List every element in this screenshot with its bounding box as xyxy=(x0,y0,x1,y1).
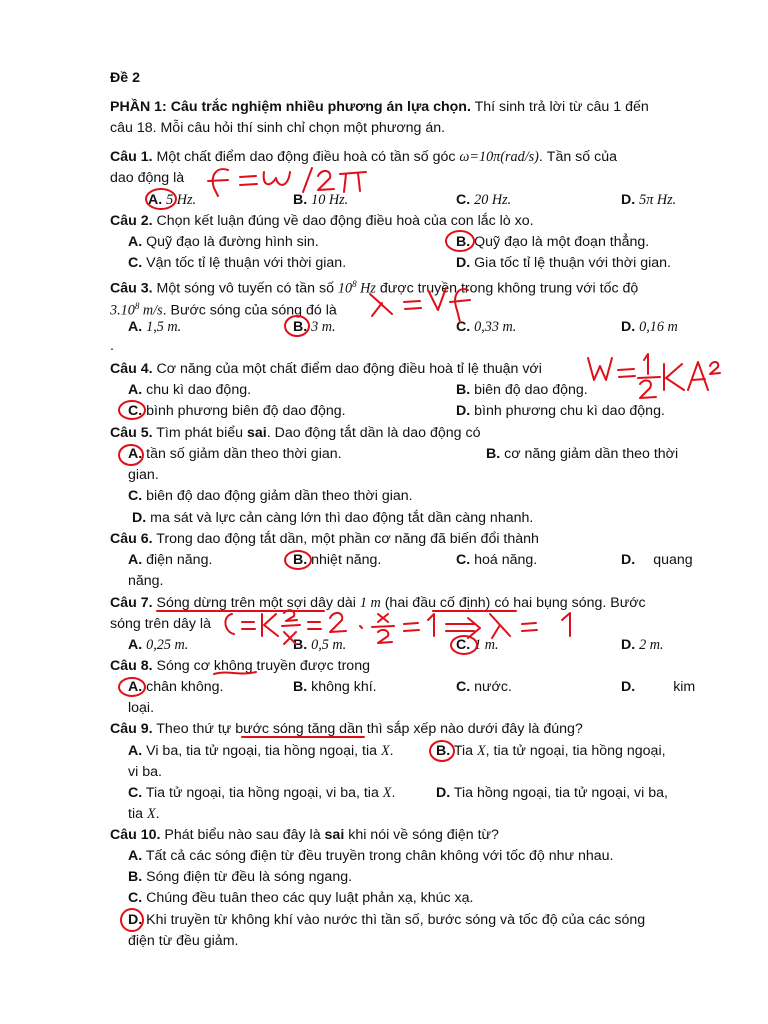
q10-option-a[interactable]: A. Tất cả các sóng điện từ đều truyền trong chân không với tốc độ như nhau. xyxy=(128,848,614,864)
q7-stem2: sóng trên dây là xyxy=(110,616,211,632)
ink-q1-f xyxy=(208,169,228,196)
q2-stem: Câu 2. Chọn kết luận đúng về dao động điều hoà của con lắc lò xo. xyxy=(110,213,534,229)
q6-option-d[interactable]: D. quang xyxy=(621,552,693,568)
ink-q4-sq xyxy=(710,362,720,374)
q1-option-a[interactable]: A. 5 Hz. xyxy=(148,192,197,208)
q6-option-d-wrap: năng. xyxy=(128,573,164,589)
q9-option-b-wrap: vi ba. xyxy=(128,764,162,780)
q9-option-d[interactable]: D. Tia hồng ngoại, tia tử ngoại, vi ba, xyxy=(436,785,668,801)
q10-option-b[interactable]: B. Sóng điện từ đều là sóng ngang. xyxy=(128,869,353,885)
q5-option-b[interactable]: B. cơ năng giảm dần theo thời xyxy=(486,446,679,462)
q7-option-d[interactable]: D. 2 m. xyxy=(621,637,664,653)
ink-q7-frac2 xyxy=(372,614,394,643)
ink-q4-frac xyxy=(638,377,660,378)
q1-stem xyxy=(110,147,617,167)
ink-q1-2 xyxy=(318,171,334,190)
ink-q3-eq xyxy=(404,301,421,309)
q3-option-a[interactable]: A. 1,5 m. xyxy=(128,319,182,335)
q3-stem2: 3.10$^8$ m/s. Bước sóng của sóng đó là xyxy=(110,301,337,319)
q5-option-b-wrap: gian. xyxy=(128,467,159,483)
q2-label: Câu 2. xyxy=(110,213,153,229)
q5-option-a[interactable]: A. tần số giảm dần theo thời gian. xyxy=(128,446,342,462)
q5-option-c[interactable]: C. biên độ dao động giảm dần theo thời gian. xyxy=(128,488,413,504)
q6-option-b[interactable]: B. nhiệt năng. xyxy=(293,552,382,568)
q10-option-c[interactable]: C. Chúng đều tuân theo các quy luật phản xạ, khúc xạ. xyxy=(128,890,474,906)
q8-option-c[interactable]: C. nước. xyxy=(456,679,512,695)
q8-option-a[interactable]: A. chân không. xyxy=(128,679,224,695)
q7-option-b[interactable]: B. 0,5 m. xyxy=(293,637,347,653)
q4-option-b[interactable]: B. biên độ dao động. xyxy=(456,382,588,398)
ink-q7-l xyxy=(225,614,234,634)
q7-option-c[interactable]: C. 1 m. xyxy=(456,637,499,653)
q9-option-a[interactable]: A. Vi ba, tia tử ngoại, tia hồng ngoại, tia X. xyxy=(128,743,394,759)
q1-option-b[interactable]: B. 10 Hz. xyxy=(293,192,349,208)
q5-option-d[interactable]: D. ma sát và lực cản càng lớn thì dao động tắt dần càng nhanh. xyxy=(132,510,534,526)
q1-text2: . Tần số của xyxy=(538,149,617,165)
part1-instr1: Thí sinh trả lời từ câu 1 đến xyxy=(470,99,649,115)
q2-option-d[interactable]: D. Gia tốc tỉ lệ thuận với thời gian. xyxy=(456,255,671,271)
ink-q7-eq3 xyxy=(404,623,419,631)
q9-label: Câu 9. xyxy=(110,721,153,737)
ink-q4-1 xyxy=(644,354,648,374)
ink-q1-omega xyxy=(264,172,290,185)
part1-instr2: câu 18. Mỗi câu hỏi thí sinh chỉ chọn một phương án. xyxy=(110,120,446,136)
ink-q4-2 xyxy=(640,381,656,398)
q10-option-d-wrap: điện từ đều giảm. xyxy=(128,933,239,949)
q10-option-d[interactable]: D. Khi truyền từ không khí vào nước thì tần số, bước sóng và tốc độ của các sóng xyxy=(128,912,646,928)
q3-trail: . xyxy=(110,338,114,354)
ink-q4-k xyxy=(664,364,684,390)
q8-option-b[interactable]: B. không khí. xyxy=(293,679,377,695)
q8-option-d-wrap: loại. xyxy=(128,700,155,716)
q5-label: Câu 5. xyxy=(110,425,153,441)
ink-q4-eq xyxy=(618,369,635,377)
q3-option-d[interactable]: D. 0,16 m xyxy=(621,319,678,335)
q9-option-d-wrap: tia X. xyxy=(128,806,160,822)
q10-label: Câu 10. xyxy=(110,827,161,843)
q4-stem: Câu 4. Cơ năng của một chất điểm dao động điều hoà tỉ lệ thuận với xyxy=(110,361,542,377)
q7-option-a[interactable]: A. 0,25 m. xyxy=(128,637,189,653)
ink-q1-pi xyxy=(340,172,366,192)
q7-stem: Câu 7. Sóng dừng trên một sợi dây dài 1 m (hai đầu cố định) có hai bụng sóng. Bước xyxy=(110,595,646,611)
q1-formula: ω=10π(rad/s) xyxy=(459,149,539,165)
q8-stem: Câu 8. Sóng cơ không truyền được trong xyxy=(110,658,370,674)
q4-option-d[interactable]: D. bình phương chu kì dao động. xyxy=(456,403,665,419)
ink-q4-A xyxy=(688,362,708,390)
q4-option-c[interactable]: C. bình phương biên độ dao động. xyxy=(128,403,346,419)
q3-label: Câu 3. xyxy=(110,280,153,297)
ink-q7-k xyxy=(262,614,278,636)
ink-q7-dot xyxy=(360,626,362,628)
ink-q1-slash xyxy=(303,168,312,192)
q1-label: Câu 1. xyxy=(110,149,153,165)
q4-option-a[interactable]: A. chu kì dao động. xyxy=(128,382,252,398)
ink-q1-eq xyxy=(240,176,257,185)
ink-q7-eq1 xyxy=(242,622,255,629)
q8-label: Câu 8. xyxy=(110,658,153,674)
q1-text: Một chất điểm dao động điều hoà có tần số góc xyxy=(152,149,460,165)
q9-option-c[interactable]: C. Tia tử ngoại, tia hồng ngoại, vi ba, tia X. xyxy=(128,785,396,801)
ink-q7-eq4 xyxy=(522,623,537,631)
q1-option-d[interactable]: D. 5π Hz. xyxy=(621,192,677,208)
q1-option-c[interactable]: C. 20 Hz. xyxy=(456,192,512,208)
q6-option-c[interactable]: C. hoá năng. xyxy=(456,552,538,568)
q6-option-a[interactable]: A. điện năng. xyxy=(128,552,213,568)
q3-option-b[interactable]: B. 3 m. xyxy=(293,319,336,335)
q2-option-b[interactable]: B. Quỹ đạo là một đoạn thẳng. xyxy=(456,234,650,250)
part1-line1 xyxy=(110,97,649,117)
exam-title: Đề 2 xyxy=(110,70,140,86)
q2-option-c[interactable]: C. Vận tốc tỉ lệ thuận với thời gian. xyxy=(128,255,347,271)
ink-q7-1b xyxy=(562,613,570,636)
q8-option-d[interactable]: D. kim xyxy=(621,679,696,695)
q10-stem: Câu 10. Phát biểu nào sau đây là sai khi nói về sóng điện từ? xyxy=(110,827,499,843)
q9-option-b[interactable]: B. Tia X, tia tử ngoại, tia hồng ngoại, xyxy=(436,743,666,759)
q1-stem2: dao động là xyxy=(110,170,185,186)
q7-label: Câu 7. xyxy=(110,595,153,611)
q6-label: Câu 6. xyxy=(110,531,153,547)
q4-label: Câu 4. xyxy=(110,361,153,377)
ink-q7-2 xyxy=(330,613,346,632)
q5-stem: Câu 5. Tìm phát biểu sai. Dao động tắt dần là dao động có xyxy=(110,425,481,441)
q3-stem: Câu 3. Một sóng vô tuyến có tần số $10^8$ Hz được truyền trong không trung với tốc độ xyxy=(110,279,639,297)
q2-option-a[interactable]: A. Quỹ đạo là đường hình sin. xyxy=(128,234,319,250)
q6-stem: Câu 6. Trong dao động tắt dần, một phần cơ năng đã biến đổi thành xyxy=(110,531,539,547)
part1-heading: PHẦN 1: Câu trắc nghiệm nhiều phương án lựa chọn. xyxy=(110,99,471,115)
ink-q7-eq2 xyxy=(308,622,321,629)
ink-q4-W xyxy=(588,358,612,380)
q3-option-c[interactable]: C. 0,33 m. xyxy=(456,319,517,335)
ink-q7-1 xyxy=(428,614,434,636)
q9-stem: Câu 9. Theo thứ tự bước sóng tăng dần thì sắp xếp nào dưới đây là đúng? xyxy=(110,721,583,737)
